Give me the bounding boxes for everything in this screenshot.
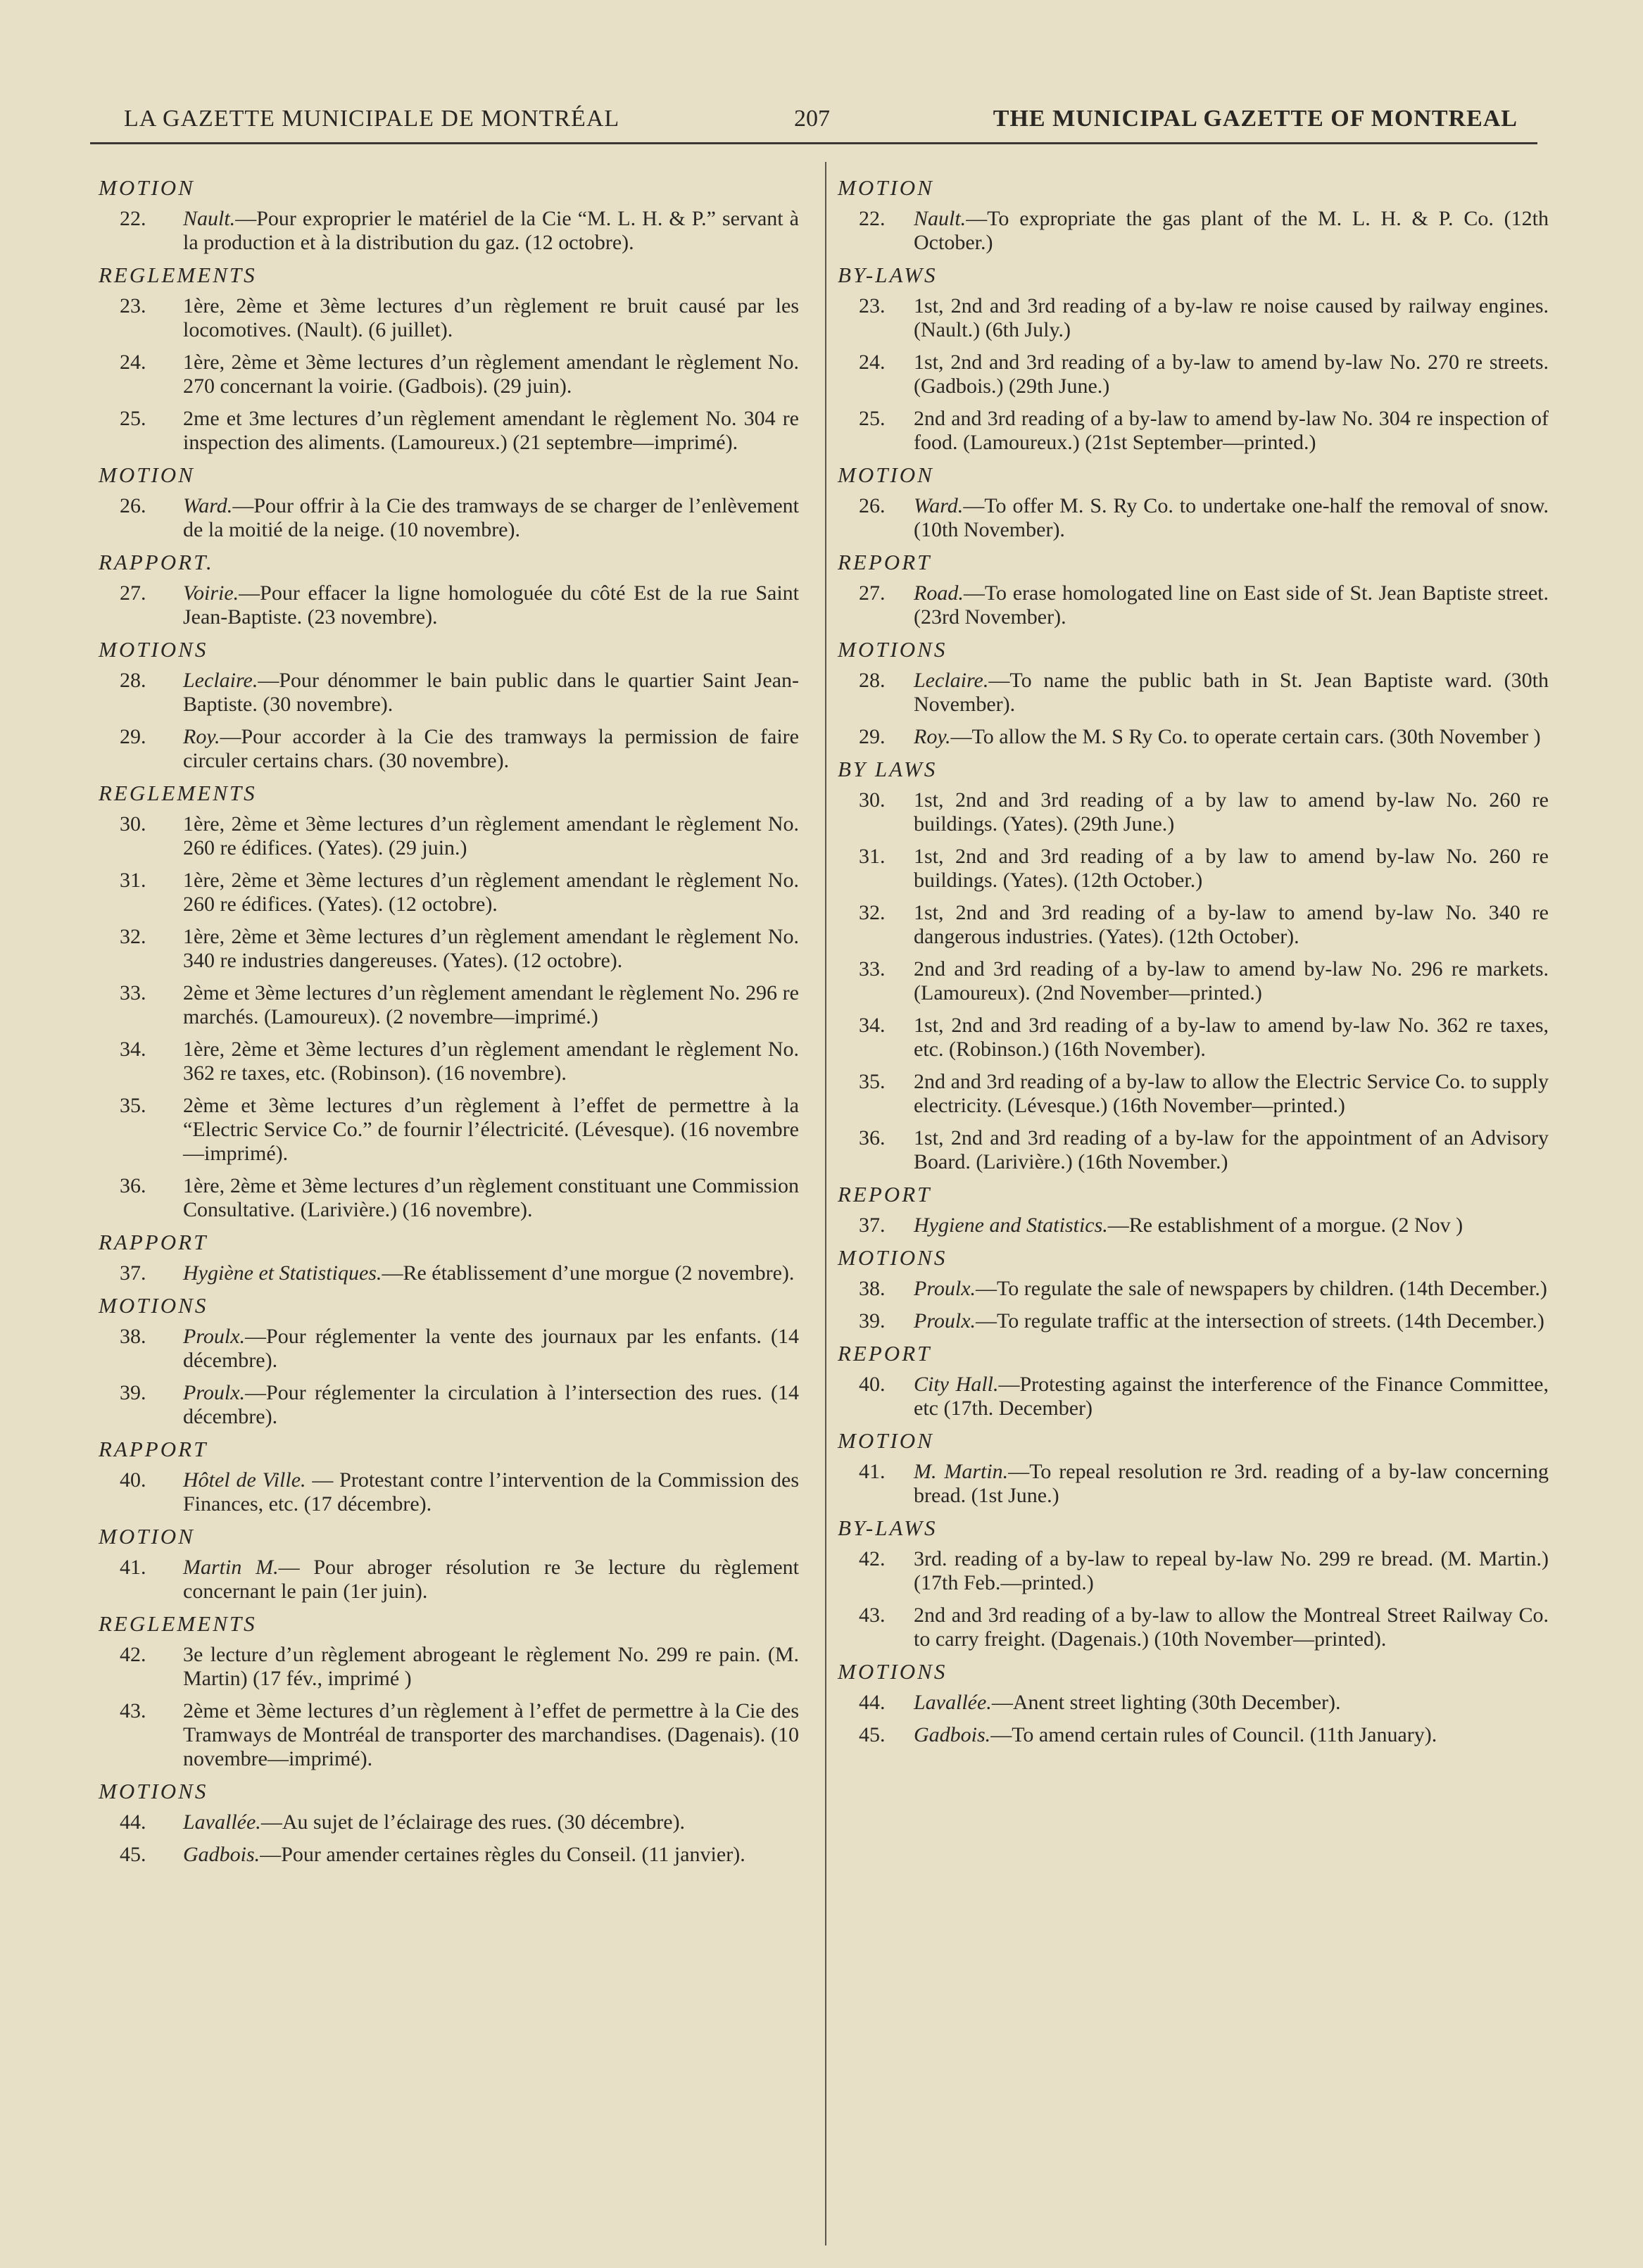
item-mover: Nault. <box>914 207 967 230</box>
item-text: 1st, 2nd and 3rd reading of a by-law for the appointment of an Advisory Board. (Larivière.) (16th November.) <box>914 1126 1549 1173</box>
item-text: — Protestant contre l’intervention de la Commission des Finances, etc. (17 décembre). <box>183 1468 799 1516</box>
agenda-item <box>99 407 799 455</box>
item-text: 2nd and 3rd reading of a by-law to allow the Montreal Street Railway Co. to carry freight. (Dagenais.) (10th November—printed). <box>914 1604 1549 1651</box>
item-number: 42. <box>859 1547 886 1570</box>
agenda-item <box>838 294 1549 342</box>
section-heading: MOTIONS <box>838 1245 948 1270</box>
item-number: 24. <box>120 351 146 374</box>
item-number: 39. <box>120 1381 146 1404</box>
item-text: —Pour dénommer le bain public dans le quartier Saint Jean-Baptiste. (30 novembre). <box>183 669 799 716</box>
item-text: —To offer M. S. Ry Co. to undertake one-half the removal of snow. (10th November). <box>914 494 1549 541</box>
item-number: 33. <box>120 981 146 1004</box>
item-text: 1ère, 2ème et 3ème lectures d’un règlement amendant le règlement No. 260 re édifices. (Yates). (12 octobre). <box>183 869 799 916</box>
section-heading: BY-LAWS <box>838 263 938 287</box>
item-number: 27. <box>859 581 886 605</box>
item-text: —Pour amender certaines règles du Conseil. (11 janvier). <box>260 1843 745 1866</box>
item-text: —To name the public bath in St. Jean Baptiste ward. (30th November). <box>914 669 1549 716</box>
item-text: —To allow the M. S Ry Co. to operate certain cars. (30th November ) <box>950 725 1541 748</box>
agenda-item <box>99 812 799 860</box>
item-text: 1st, 2nd and 3rd reading of a by-law re noise caused by railway engines. (Nault.) (6th July.) <box>914 294 1549 341</box>
column-divider <box>825 162 826 2245</box>
item-number: 45. <box>859 1723 886 1746</box>
item-number: 43. <box>120 1699 146 1722</box>
item-mover: Roy. <box>914 725 951 748</box>
item-text: — Pour abroger résolution re 3e lecture du règlement concernant le pain (1er juin). <box>183 1556 799 1603</box>
agenda-item <box>838 581 1549 629</box>
item-text: —To regulate the sale of newspapers by children. (14th December.) <box>976 1277 1547 1300</box>
agenda-item <box>99 1699 799 1771</box>
item-text: 1ère, 2ème et 3ème lectures d’un règlement re bruit causé par les locomotives. (Nault). (6 juillet). <box>183 294 799 341</box>
section-heading: REGLEMENTS <box>99 781 257 805</box>
item-text: 3rd. reading of a by-law to repeal by-law No. 299 re bread. (M. Martin.) (17th Feb.—printed.) <box>914 1547 1549 1594</box>
item-mover: Proulx. <box>914 1277 976 1300</box>
agenda-item <box>99 1038 799 1085</box>
item-text: —Pour offrir à la Cie des tramways de se charger de l’enlèvement de la moitié de la neige. (10 novembre). <box>183 494 799 541</box>
agenda-item <box>838 1604 1549 1651</box>
item-number: 42. <box>120 1643 146 1666</box>
section-heading: REGLEMENTS <box>99 263 257 287</box>
item-number: 29. <box>120 725 146 748</box>
item-number: 37. <box>120 1261 146 1285</box>
item-mover: Lavallée. <box>914 1691 992 1714</box>
section-heading: MOTIONS <box>838 1659 948 1684</box>
item-mover: Gadbois. <box>183 1843 260 1866</box>
item-number: 26. <box>859 494 886 517</box>
item-text: —Pour effacer la ligne homologuée du côté Est de la rue Saint Jean-Baptiste. (23 novembre). <box>183 581 799 629</box>
section-heading: MOTION <box>838 462 934 487</box>
agenda-item <box>99 1261 799 1285</box>
agenda-item <box>838 1460 1549 1508</box>
agenda-item <box>99 1468 799 1516</box>
item-text: 1st, 2nd and 3rd reading of a by-law to amend by-law No. 362 re taxes, etc. (Robinson.) (16th November). <box>914 1014 1549 1061</box>
item-mover: Proulx. <box>183 1381 246 1404</box>
item-text: —Re établissement d’une morgue (2 novembre). <box>382 1261 795 1285</box>
agenda-item <box>838 1547 1549 1595</box>
item-number: 25. <box>859 407 886 430</box>
english-column <box>838 169 1549 1756</box>
agenda-item <box>838 1214 1549 1237</box>
item-text: —To expropriate the gas plant of the M. L. H. & P. Co. (12th October.) <box>914 207 1549 254</box>
agenda-item <box>838 1309 1549 1333</box>
item-number: 23. <box>859 294 886 317</box>
item-number: 31. <box>859 845 886 868</box>
section-heading: MOTION <box>838 1428 934 1453</box>
item-mover: Hygiene and Statistics. <box>914 1214 1108 1237</box>
section-heading: REPORT <box>838 1341 932 1366</box>
item-text: —Pour réglementer la vente des journaux par les enfants. (14 décembre). <box>183 1325 799 1372</box>
section-heading: REGLEMENTS <box>99 1611 257 1636</box>
item-text: 2nd and 3rd reading of a by-law to allow the Electric Service Co. to supply electricity. (Lévesque.) (16th November—printed.) <box>914 1070 1549 1117</box>
item-text: 1st, 2nd and 3rd reading of a by-law to amend by-law No. 340 re dangerous industries. (Yates). (12th October). <box>914 901 1549 948</box>
section-heading: MOTION <box>838 175 934 200</box>
item-mover: M. Martin. <box>914 1460 1009 1483</box>
item-mover: Hygiène et Statistiques. <box>183 1261 382 1285</box>
page-number: 207 <box>794 106 830 132</box>
french-column <box>99 169 799 1875</box>
item-text: 1ère, 2ème et 3ème lectures d’un règlement amendant le règlement No. 260 re édifices. (Yates). (29 juin.) <box>183 812 799 859</box>
item-number: 25. <box>120 407 146 430</box>
item-number: 36. <box>859 1126 886 1149</box>
section-heading: MOTIONS <box>99 1779 208 1803</box>
item-text: 1ère, 2ème et 3ème lectures d’un règlement amendant le règlement No. 340 re industries dangereuses. (Yates). (12 octobre). <box>183 925 799 972</box>
agenda-item <box>838 1070 1549 1118</box>
item-text: —To erase homologated line on East side of St. Jean Baptiste street. (23rd November). <box>914 581 1549 629</box>
item-number: 32. <box>859 901 886 924</box>
item-number: 40. <box>120 1468 146 1492</box>
agenda-item <box>838 1373 1549 1420</box>
section-heading: MOTION <box>99 462 195 487</box>
item-mover: Proulx. <box>914 1309 976 1333</box>
agenda-item <box>99 1643 799 1691</box>
item-number: 34. <box>120 1038 146 1061</box>
agenda-item <box>99 1325 799 1373</box>
item-text: 2ème et 3ème lectures d’un règlement à l’effet de permettre à la Cie des Tramways de Montréal de transporter des marchandises. (Dagenais). (10 novembre—imprimé). <box>183 1699 799 1770</box>
agenda-item <box>838 845 1549 893</box>
item-number: 35. <box>120 1094 146 1117</box>
header-french-title: LA GAZETTE MUNICIPALE DE MONTRÉAL <box>124 106 620 132</box>
item-number: 34. <box>859 1014 886 1037</box>
section-heading: BY-LAWS <box>838 1516 938 1540</box>
agenda-item <box>838 901 1549 949</box>
item-number: 41. <box>859 1460 886 1483</box>
section-heading: MOTION <box>99 175 195 200</box>
item-number: 35. <box>859 1070 886 1093</box>
item-number: 38. <box>859 1277 886 1300</box>
agenda-item <box>99 351 799 398</box>
item-number: 39. <box>859 1309 886 1333</box>
item-text: 1ère, 2ème et 3ème lectures d’un règlement constituant une Commission Consultative. (Larivière.) (16 novembre). <box>183 1174 799 1221</box>
section-heading: RAPPORT <box>99 1230 208 1254</box>
page-header <box>90 106 1553 139</box>
item-number: 30. <box>120 812 146 836</box>
agenda-item <box>838 669 1549 717</box>
item-number: 32. <box>120 925 146 948</box>
item-number: 31. <box>120 869 146 892</box>
agenda-item <box>99 1381 799 1429</box>
agenda-item <box>99 1556 799 1604</box>
agenda-item <box>99 1810 799 1834</box>
item-mover: Leclaire. <box>914 669 989 692</box>
item-text: 1st, 2nd and 3rd reading of a by law to amend by-law No. 260 re buildings. (Yates). (12th October.) <box>914 845 1549 892</box>
item-mover: Ward. <box>914 494 964 517</box>
agenda-item <box>99 669 799 717</box>
item-text: 2me et 3me lectures d’un règlement amendant le règlement No. 304 re inspection des aliments. (Lamoureux.) (21 septembre—imprimé). <box>183 407 799 454</box>
agenda-item <box>838 407 1549 455</box>
agenda-item <box>838 1723 1549 1747</box>
item-text: —Pour accorder à la Cie des tramways la permission de faire circuler certains chars. (30 novembre). <box>183 725 799 772</box>
section-heading: MOTION <box>99 1524 195 1549</box>
agenda-item <box>838 1126 1549 1174</box>
section-heading: RAPPORT. <box>99 550 214 574</box>
agenda-item <box>99 581 799 629</box>
item-mover: Roy. <box>183 725 220 748</box>
section-heading: MOTIONS <box>99 1293 208 1318</box>
section-heading: MOTIONS <box>99 637 208 662</box>
item-text: 2ème et 3ème lectures d’un règlement à l’effet de permettre à la “Electric Service Co.” de fournir l’électricité. (Lévesque). (16 novembre—imprimé). <box>183 1094 799 1165</box>
agenda-item <box>838 725 1549 749</box>
item-number: 44. <box>859 1691 886 1714</box>
item-number: 22. <box>859 207 886 230</box>
section-heading: BY LAWS <box>838 757 938 781</box>
item-number: 24. <box>859 351 886 374</box>
item-mover: Proulx. <box>183 1325 246 1348</box>
item-number: 43. <box>859 1604 886 1627</box>
item-mover: City Hall. <box>914 1373 999 1396</box>
section-heading: REPORT <box>838 550 932 574</box>
item-mover: Lavallée. <box>183 1810 261 1834</box>
item-text: —To repeal resolution re 3rd. reading of a by-law concerning bread. (1st June.) <box>914 1460 1549 1507</box>
item-number: 40. <box>859 1373 886 1396</box>
item-text: 2ème et 3ème lectures d’un règlement amendant le règlement No. 296 re marchés. (Lamoureux). (2 novembre—imprimé.) <box>183 981 799 1028</box>
item-number: 30. <box>859 788 886 812</box>
item-text: 1ère, 2ème et 3ème lectures d’un règlement amendant le règlement No. 362 re taxes, etc. (Robinson). (16 novembre). <box>183 1038 799 1085</box>
item-mover: Martin M. <box>183 1556 279 1579</box>
item-number: 22. <box>120 207 146 230</box>
section-heading: REPORT <box>838 1182 932 1207</box>
agenda-item <box>99 981 799 1029</box>
agenda-item <box>99 925 799 973</box>
item-number: 28. <box>120 669 146 692</box>
item-text: 1st, 2nd and 3rd reading of a by law to amend by-law No. 260 re buildings. (Yates). (29th June.) <box>914 788 1549 836</box>
agenda-item <box>838 1014 1549 1061</box>
agenda-item <box>99 494 799 542</box>
agenda-item <box>838 207 1549 255</box>
agenda-item <box>99 1843 799 1867</box>
agenda-item <box>99 1174 799 1222</box>
item-text: 2nd and 3rd reading of a by-law to amend by-law No. 296 re markets. (Lamoureux). (2nd November—printed.) <box>914 957 1549 1004</box>
agenda-item <box>99 725 799 773</box>
agenda-item <box>838 494 1549 542</box>
item-text: 1st, 2nd and 3rd reading of a by-law to amend by-law No. 270 re streets. (Gadbois.) (29th June.) <box>914 351 1549 398</box>
agenda-item <box>838 1691 1549 1715</box>
item-text: —Pour réglementer la circulation à l’intersection des rues. (14 décembre). <box>183 1381 799 1428</box>
agenda-item <box>99 294 799 342</box>
item-text: 2nd and 3rd reading of a by-law to amend by-law No. 304 re inspection of food. (Lamoureux.) (21st September—printed.) <box>914 407 1549 454</box>
item-text: —Au sujet de l’éclairage des rues. (30 décembre). <box>260 1810 686 1834</box>
item-number: 41. <box>120 1556 146 1579</box>
item-number: 36. <box>120 1174 146 1197</box>
item-text: —To amend certain rules of Council. (11th January). <box>990 1723 1437 1746</box>
item-number: 44. <box>120 1810 146 1834</box>
item-mover: Ward. <box>183 494 233 517</box>
item-number: 27. <box>120 581 146 605</box>
item-number: 29. <box>859 725 886 748</box>
item-mover: Road. <box>914 581 964 605</box>
item-mover: Gadbois. <box>914 1723 991 1746</box>
item-number: 38. <box>120 1325 146 1348</box>
header-english-title: THE MUNICIPAL GAZETTE OF MONTREAL <box>993 106 1518 132</box>
item-text: —Anent street lighting (30th December). <box>991 1691 1341 1714</box>
item-mover: Hôtel de Ville. <box>183 1468 306 1492</box>
agenda-item <box>99 869 799 916</box>
item-text: —Pour exproprier le matériel de la Cie “M. L. H. & P.” servant à la production et à la distribution du gaz. (12 octobre). <box>183 207 799 254</box>
agenda-item <box>838 1277 1549 1301</box>
item-number: 23. <box>120 294 146 317</box>
item-mover: Voirie. <box>183 581 239 605</box>
item-text: 1ère, 2ème et 3ème lectures d’un règlement amendant le règlement No. 270 concernant la voirie. (Gadbois). (29 juin). <box>183 351 799 398</box>
item-text: —Re establishment of a morgue. (2 Nov ) <box>1107 1214 1463 1237</box>
agenda-item <box>99 207 799 255</box>
item-number: 45. <box>120 1843 146 1866</box>
section-heading: MOTIONS <box>838 637 948 662</box>
item-mover: Nault. <box>183 207 236 230</box>
agenda-item <box>838 351 1549 398</box>
agenda-item <box>838 788 1549 836</box>
agenda-item <box>838 957 1549 1005</box>
section-heading: RAPPORT <box>99 1437 208 1461</box>
item-text: —Protesting against the interference of the Finance Committee, etc (17th. December) <box>914 1373 1549 1420</box>
item-number: 37. <box>859 1214 886 1237</box>
item-number: 28. <box>859 669 886 692</box>
header-rule <box>90 142 1537 144</box>
item-mover: Leclaire. <box>183 669 258 692</box>
agenda-item <box>99 1094 799 1166</box>
item-text: 3e lecture d’un règlement abrogeant le règlement No. 299 re pain. (M. Martin) (17 fév., imprimé ) <box>183 1643 799 1690</box>
item-text: —To regulate traffic at the intersection of streets. (14th December.) <box>976 1309 1544 1333</box>
item-number: 33. <box>859 957 886 981</box>
item-number: 26. <box>120 494 146 517</box>
